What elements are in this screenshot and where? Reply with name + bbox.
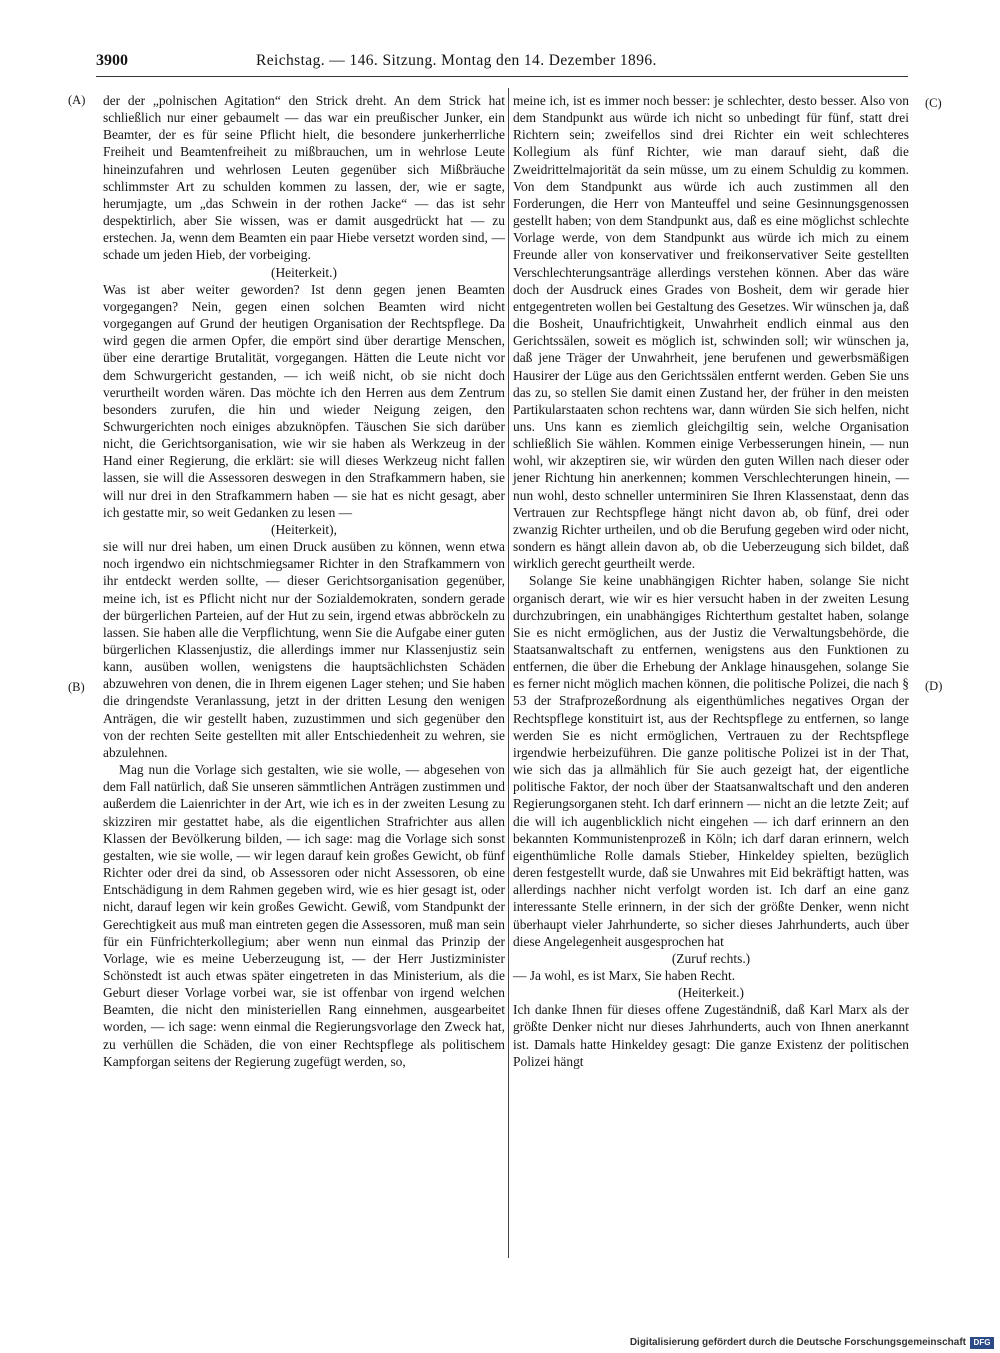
text-paragraph: Was ist aber weiter geworden? Ist denn gegen jenen Beamten vorgegangen? Nein, gegen einen solchen Beamten wird nicht vorgegangen auf Grund der heutigen Organisation der Rechtspflege. Da wird gegen die armen Opfer, die empört sind über derartige Menschen, über eine derartige Brutalität, vorgegangen. Hätten die Leute nicht vor dem Schwurgericht gestanden, — ich weiß nicht, ob sie nicht doch verurtheilt worden wären. Das möchte ich den Herren aus dem Zentrum besonders zurufen, die hin und wieder Neigung zeigen, den Schwurgerichten noch einiges abzuknöpfen. Täuschen Sie sich darüber nicht, die Gerichtsorganisation, wie wir sie haben als Werkzeug in der Hand einer Regierung, die erklärt: sie will dieses Werkzeug nicht fallen lassen, sie will die Assessoren deswegen in den Strafkammern haben, sie will nur drei in den Strafkammern haben — sie hat es nicht gesagt, aber ich gestatte mir, so weit Gedanken zu lesen —	[103, 281, 505, 520]
interjection-line: (Heiterkeit.)	[270, 264, 338, 280]
text-paragraph: — Ja wohl, es ist Marx, Sie haben Recht.	[513, 967, 736, 983]
margin-mark-b: (B)	[68, 680, 85, 694]
margin-mark-a: (A)	[68, 93, 86, 107]
left-text-column	[103, 92, 505, 1070]
page-number: 3900	[96, 52, 128, 69]
dfg-logo: DFG	[970, 1337, 994, 1349]
text-paragraph: meine ich, ist es immer noch besser: je schlechter, desto besser. Also von dem Standpunkt aus würde ich nicht so unbedingt für fünf, statt drei Richtern sein; zweifellos sind drei Richter ein weit schlechteres Kollegium als fünf Richter, wie man darauf sieht, daß die Zweidrittelmajorität da sein müsse, um zu einem Schuldig zu kommen. Von dem Standpunkt aus würde ich auch zustimmen all den Forderungen, die Herr von Manteuffel und seine Gesinnungsgenossen gestellt haben; von dem Standpunkt aus, daß es eine möglichst schlechte Vorlage werde, von dem Standpunkt aus würde ich mich zu einem Freunde aller von konservativer und freikonservativer Seite gestellten Verschlechterungsanträge allerdings verstehen können. Aber das wäre doch der Ausdruck eines Grades von Bosheit, dem wir gerade hier entgegentreten wollen bei Gestaltung des Gesetzes. Wir wünschen ja, daß die Bosheit, Unaufrichtigkeit, Unwahrheit endlich einmal aus den Gerichtssälen, soweit es möglich ist, schwinden soll; wir wünschen ja, daß jene Träger der Unwahrheit, jene berufenen und gewerbsmäßigen Hausirer der Lüge aus den Gerichtssälen entfernt werden. Geben Sie uns das zu, so stellen Sie damit einen Zustand her, der früher in den meisten Partikularstaaten schon rechtens war, dann würden Sie sich helfen, nicht uns. Uns kann es ziemlich gleichgiltig sein, welche Organisation schließlich Sie wählen. Kommen einige Verbesserungen hinein, — nun wohl, wir akzeptiren sie, wir würden den guten Willen nach dieser oder jener Richtung hin anerkennen; kommen Verschlechterungen hinein, — nun wohl, desto schneller unterminiren Sie Ihren Klassenstaat, denn das Vertrauen zur Rechtspflege hängt nicht davon ab, ob fünf, drei oder zwanzig Richter urtheilen, und ob die Berufung gegeben wird oder nicht, sondern es hängt allein davon ab, ob die Ueberzeugung sich bildet, daß wirklich gerecht geurtheilt werde.	[513, 93, 909, 572]
text-paragraph: sie will nur drei haben, um einen Druck ausüben zu können, wenn etwa noch irgendwo ein nichtschmiegsamer Richter in den Strafkammern von ihr entdeckt werden sollte, — dieser Gerichtsorganisation gegenüber, meine ich, ist es Pflicht nicht nur der Sozialdemokraten, sondern gerade der bürgerlichen Parteien, auf der Hut zu sein, irgend etwas abbröckeln zu lassen. Sie haben alle die Verpflichtung, wenn Sie die Aufgabe einer guten bürgerlichen Klassenjustiz, die allerdings immer nur Klassenjustiz sein kann, ausüben wollen, wenigstens die hauptsächlichsten Schäden abzuwehren von denen, die in Ihrem eigenen Lager stehen; und Sie haben die dringendste Veranlassung, jetzt in der dritten Lesung den wenigen Anträgen, die wir gestellt haben, zuzustimmen und sich gegenüber den von der rechten Seite gestellten mit aller Entschiedenheit zu wehren, sie abzulehnen.	[103, 539, 505, 760]
column-divider	[508, 88, 509, 1258]
running-head: Reichstag. — 146. Sitzung. Montag den 14. Dezember 1896.	[256, 52, 657, 69]
right-text-column	[513, 92, 909, 1070]
text-paragraph: Ich danke Ihnen für dieses offene Zugeständniß, daß Karl Marx als der größte Denker nicht nur dieses Jahrhunderts, auch von Ihnen anerkannt ist. Damals hatte Hinkeldey gesagt: Die ganze Existenz der politischen Polizei hängt	[513, 1002, 909, 1069]
footer	[604, 1337, 994, 1351]
funding-note: Digitalisierung gefördert durch die Deutsche Forschungsgemeinschaft	[629, 1337, 966, 1348]
interjection-line: (Heiterkeit.)	[677, 985, 745, 1001]
text-paragraph: Mag nun die Vorlage sich gestalten, wie sie wolle, — abgesehen von dem Fall natürlich, daß Sie unseren sämmtlichen Anträgen zustimmen und außerdem die Laienrichter in der Art, wie ich es in der zweiten Lesung zu skizziren mir gestattet habe, als die eigentlichen Strafrichter aus allen Klassen der Bevölkerung bilden, — ich sage: mag die Vorlage sich sonst gestalten, wie sie wolle, — wir legen darauf kein großes Gewicht, ob fünf Richter oder drei da sind, ob Assessoren oder nicht Assessoren, ob eine Entschädigung in dem Rahmen gegeben wird, wie es hier gesagt ist, oder nicht, darauf legen wir kein großes Gewicht. Gewiß, vom Standpunkt der Gerechtigkeit aus muß man eintreten gegen die Assessoren, muß man sein für ein Fünfrichterkollegium; aber wenn nun einmal das Prinzip der Vorlage, wie es meine Ueberzeugung ist, — der Herr Justizminister Schönstedt ist auch etwas später eingetreten in das Ministerium, als die Geburt dieser Vorlage vorbei war, sie ist offenbar von irgend welchen Beamten, die nicht den ministeriellen Rang einnehmen, ausgearbeitet worden, — ich sage: wenn einmal die Regierungsvorlage den Zweck hat, zu verhüllen die Schäden, die von einer Rechtspflege als politischem Kampforgan seitens der Regierung zugefügt werden, so,	[103, 762, 505, 1069]
interjection-line: (Zuruf rechts.)	[671, 950, 751, 966]
interjection-line: (Heiterkeit),	[270, 521, 338, 537]
text-paragraph: der der „polnischen Agitation“ den Strick dreht. An dem Strick hat schließlich nur einer gebaumelt — das war ein preußischer Junker, ein Beamter, der es für seine Pflicht hielt, die besondere junkerherrliche Freiheit und Beamtenfreiheit zu mißbrauchen, um in wehrlose Leute hineinzufahren und wehrlosen Leuten gegenüber sich Mißbräuche schlimmster Art zu schulden kommen zu lassen, der, wie er sagte, herumjagte, um „das Schwein in der rothen Jacke“ — das ist sehr despektirlich, aber Sie wissen, was er damit ausgedrückt hat — zu erstechen. Ja, wenn dem Beamten ein paar Hiebe versetzt worden sind, — schade um jeden Hieb, der vorbeiging.	[103, 93, 505, 263]
page-header	[96, 52, 908, 77]
margin-mark-c: (C)	[925, 96, 942, 110]
text-paragraph: Solange Sie keine unabhängigen Richter haben, solange Sie nicht organisch derart, wie wir es hier versucht haben in der zweiten Lesung durchzubringen, ein unabhängiges Richterthum gestaltet haben, solange Sie es nicht ermöglichen, aus der Justiz die Verwaltungsbehörde, die Staatsanwaltschaft zu entfernen, wenigstens aus den Funktionen zu entfernen, die über die Erhebung der Anklage hinausgehen, solange Sie es ferner nicht möglich machen können, die politische Polizei, die nach § 53 der Strafprozeßordnung als eigenthümliches negatives Organ der Rechtspflege konstituirt ist, aus der Rechtspflege zu entfernen, so lange werden Sie es nicht ermöglichen, Vertrauen zu der Rechtspflege irgendwie herbeizuführen. Die ganze politische Polizei ist in der That, wie sich das ja allmählich für Sie auch gezeigt hat, der eigentliche politische Faktor, der noch über der Staatsanwaltschaft und den anderen Regierungsorganen steht. Ich darf erinnern — nicht an die letzte Zeit; auf die will ich augenblicklich nicht eingehen — ich darf erinnern an den bekannten Kommunistenprozeß in Köln; ich darf daran erinnern, welch eigenthümliche Rolle damals Stieber, Hinkeldey spielten, bezüglich deren festgestellt wurde, daß sie Unwahres mit Eid bekräftigt hatten, was allerdings nachher nicht verfolgt worden ist. Ich darf an eine ganz interessante Stelle erinnern, in der sich der größte Denker, wenn nicht überhaupt vieler Jahrhunderte, so sicher dieses Jahrhunderts, auch über diese Angelegenheit ausgesprochen hat	[513, 573, 909, 949]
margin-mark-d: (D)	[925, 679, 943, 693]
